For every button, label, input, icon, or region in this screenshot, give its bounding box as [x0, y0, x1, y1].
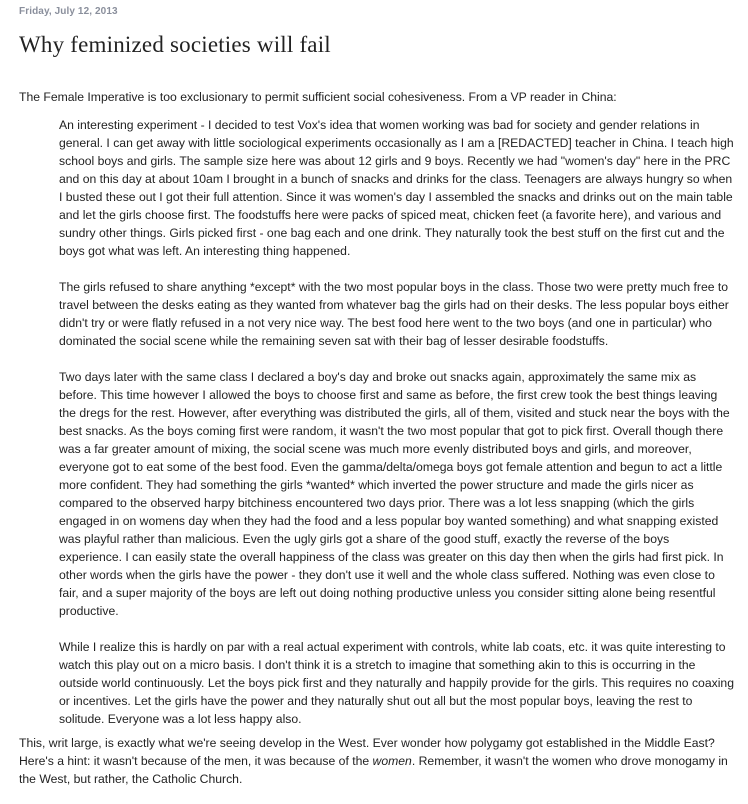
closing-paragraph — [19, 734, 741, 788]
reader-quote — [59, 116, 735, 728]
quote-paragraph-4: While I realize this is hardly on par with a real actual experiment with controls, white lab coats, etc. it was quite interesting to watch this play out on a micro basis. I don't think it is a stretch to imagine that something akin to this is occurring in the outside world continuously. Let the boys pick first and they naturally and happily provide for the girls. This requires no coaxing or incentives. Let the girls have the power and they naturally shut out all but the most popular boys, leaving the rest to solitude. Everyone was a lot less happy also. — [59, 640, 734, 726]
quote-paragraph-3: Two days later with the same class I declared a boy's day and broke out snacks again, approximately the same mix as before. This time however I allowed the boys to choose first and same as before, the first crew took the best things leaving the dregs for the rest. However, after everything was distributed the girls, all of them, visited and stuck near the boys with the best snacks. As the boys coming first were random, it wasn't the two most popular that got to pick first. Overall though there was a far greater amount of mixing, the social scene was much more evenly distributed boys and girls, and moreover, everyone got to eat some of the best food. Even the gamma/delta/omega boys got female attention and begun to act a little more confident. They had something the girls *wanted* which inverted the power structure and made the girls nicer as compared to the observed harpy bitchiness encountered two days prior. There was a lot less snapping (which the girls engaged in on womens day when they had the food and a less popular boy wanted something) and what snapping existed was playful rather than malicious. Even the ugly girls got a share of the good stuff, exactly the reverse of the boys experience. I can easily state the overall happiness of the class was greater on this day then when the girls had first pick. In other words when the girls have the power - they don't use it well and the whole class suffered. Nothing was even close to fair, and a super majority of the boys are left out doing nothing productive unless you consider sitting alone being resentful productive. — [59, 370, 730, 618]
intro-paragraph: The Female Imperative is too exclusionary to permit sufficient social cohesiveness. From a VP reader in China: — [19, 90, 617, 104]
post-title[interactable]: Why feminized societies will fail — [19, 32, 331, 57]
quote-paragraph-2: The girls refused to share anything *except* with the two most popular boys in the class. Those two were pretty much free to travel between the desks eating as they wanted from whatever bag the girls had on their desks. The less popular boys either didn't try or were flatly refused in a not very nice way. The best food here went to the two boys (and one in particular) who dominated the social scene while the remaining seven sat with their bag of lesser desirable foodstuffs. — [59, 280, 729, 348]
date-header: Friday, July 12, 2013 — [19, 6, 118, 17]
closing-text-after: . Remember, it wasn't the women who drove monogamy in the West, but rather, the Catholic Church. — [19, 754, 728, 786]
closing-text-before: This, writ large, is exactly what we're seeing develop in the West. Ever wonder how polygamy got established in the Middle East? Here's a hint: it wasn't because of the men, it was because of the — [19, 736, 715, 768]
quote-paragraph-1: An interesting experiment - I decided to test Vox's idea that women working was bad for society and gender relations in general. I can get away with little sociological experiments occasionally as I am a [REDACTED] teacher in China. I teach high school boys and girls. The sample size here was about 12 girls and 9 boys. Recently we had "women's day" here in the PRC and on this day at about 10am I brought in a bunch of snacks and drinks for the class. Teenagers are always hungry so when I busted these out I got their full attention. Since it was women's day I assembled the snacks and drinks out on the main table and let the girls choose first. The foodstuffs here were packs of spiced meat, chicken feet (a favorite here), and various and sundry other things. Girls picked first - one bag each and one drink. They naturally took the best stuff on the first cut and the boys got what was left. An interesting thing happened. — [59, 118, 734, 258]
closing-emphasis: women — [372, 754, 412, 768]
post-body — [19, 88, 741, 788]
